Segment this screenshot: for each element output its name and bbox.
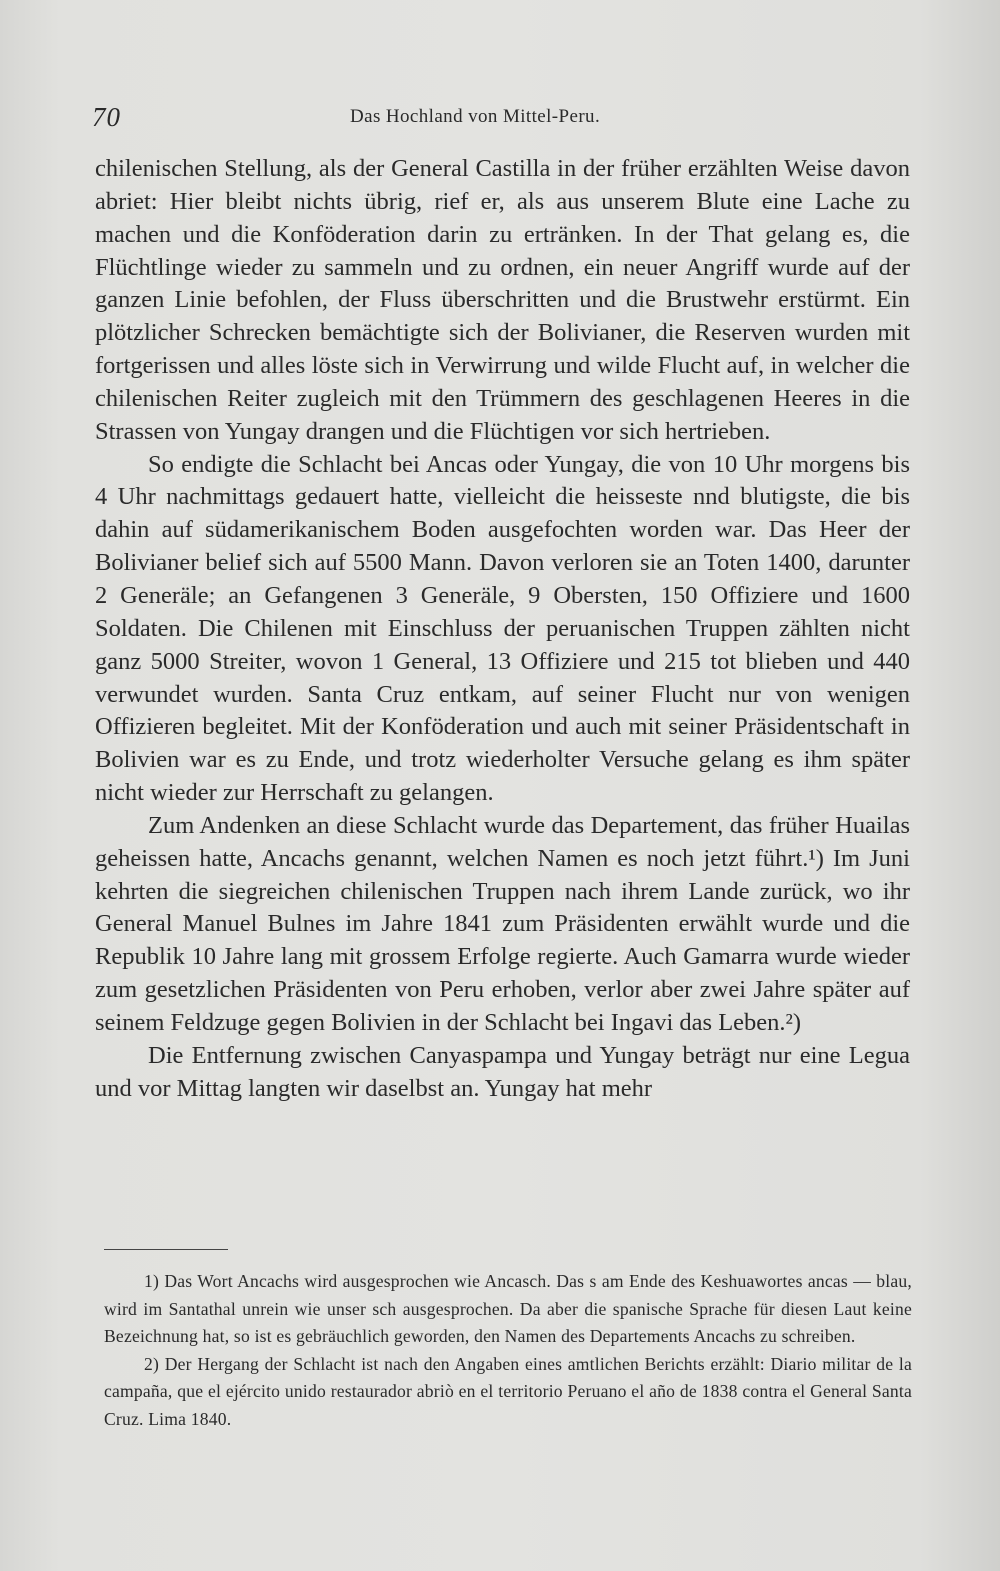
paragraph-2: So endigte die Schlacht bei Ancas oder Yungay, die von 10 Uhr morgens bis 4 Uhr nachmittags gedauert hatte, vielleicht die heisseste nnd blutigste, die bis dahin auf südamerikanischem Boden ausgefochten worden war. Das Heer der Bolivianer belief sich auf 5500 Mann. Davon verloren sie an Toten 1400, darunter 2 Generäle; an Gefangenen 3 Generäle, 9 Obersten, 150 Offiziere und 1600 Soldaten. Die Chilenen mit Einschluss der peruanischen Truppen zählten nicht ganz 5000 Streiter, wovon 1 General, 13 Offiziere und 215 tot blieben und 440 verwundet wurden. Santa Cruz entkam, auf seiner Flucht nur von wenigen Offizieren begleitet. Mit der Konföderation und auch mit seiner Präsidentschaft in Bolivien war es zu Ende, und trotz wiederholter Versuche gelang es ihm später nicht wieder zur Herrschaft zu gelangen. [95,450,910,807]
running-head [92,102,912,132]
paragraph-3: Zum Andenken an diese Schlacht wurde das Departement, das früher Huailas geheissen hatte, Ancachs genannt, welchen Namen es noch jetzt führt.¹) Im Juni kehrten die siegreichen chilenischen Truppen nach ihrem Lande zurück, wo ihr General Manuel Bulnes im Jahre 1841 zum Präsidenten erwählt wurde und die Republik 10 Jahre lang mit grossem Erfolge regierte. Auch Gamarra wurde wieder zum gesetzlichen Präsidenten von Peru erhoben, verlor aber zwei Jahre später auf seinem Feldzuge gegen Bolivien in der Schlacht bei Ingavi das Leben.²) [95,811,910,1036]
running-title: Das Hochland von Mittel-Peru. [350,106,601,127]
footnote-separator [104,1249,228,1250]
footnote-1: 1) Das Wort Ancachs wird ausgesprochen wie Ancasch. Das s am Ende des Keshuawortes ancas — blau, wird im Santathal unrein wie unser sch ausgesprochen. Da aber die spanische Sprache für diesen Laut keine Bezeichnung hat, so ist es gebräuchlich geworden, den Namen des Departements Ancachs zu schreiben. [104,1271,912,1346]
body-text [95,153,910,1105]
page-number: 70 [92,102,121,132]
paragraph-4: Die Entfernung zwischen Canyaspampa und Yungay beträgt nur eine Legua und vor Mittag langten wir daselbst an. Yungay hat mehr [95,1041,910,1102]
footnote-2: 2) Der Hergang der Schlacht ist nach den Angaben eines amtlichen Berichts erzählt: Diario militar de la campaña, que el ejército unido restaurador abriò en el territorio Peruano el año de 1838 contra el General Santa Cruz. Lima 1840. [104,1353,912,1429]
footnotes [104,1268,912,1433]
paragraph-1: chilenischen Stellung, als der General Castilla in der früher erzählten Weise davon abriet: Hier bleibt nichts übrig, rief er, als aus unserem Blute eine Lache zu machen und die Konföderation darin zu ertränken. In der That gelang es, die Flüchtlinge wieder zu sammeln und zu ordnen, ein neuer Angriff wurde auf der ganzen Linie befohlen, der Fluss überschritten und die Brustwehr erstürmt. Ein plötzlicher Schrecken bemächtigte sich der Bolivianer, die Reserven wurden mit fortgerissen und alles löste sich in Verwirrung und wilde Flucht auf, in welcher die chilenischen Reiter zugleich mit den Trümmern des geschlagenen Heeres in die Strassen von Yungay drangen und die Flüchtigen vor sich hertrieben. [95,155,910,445]
